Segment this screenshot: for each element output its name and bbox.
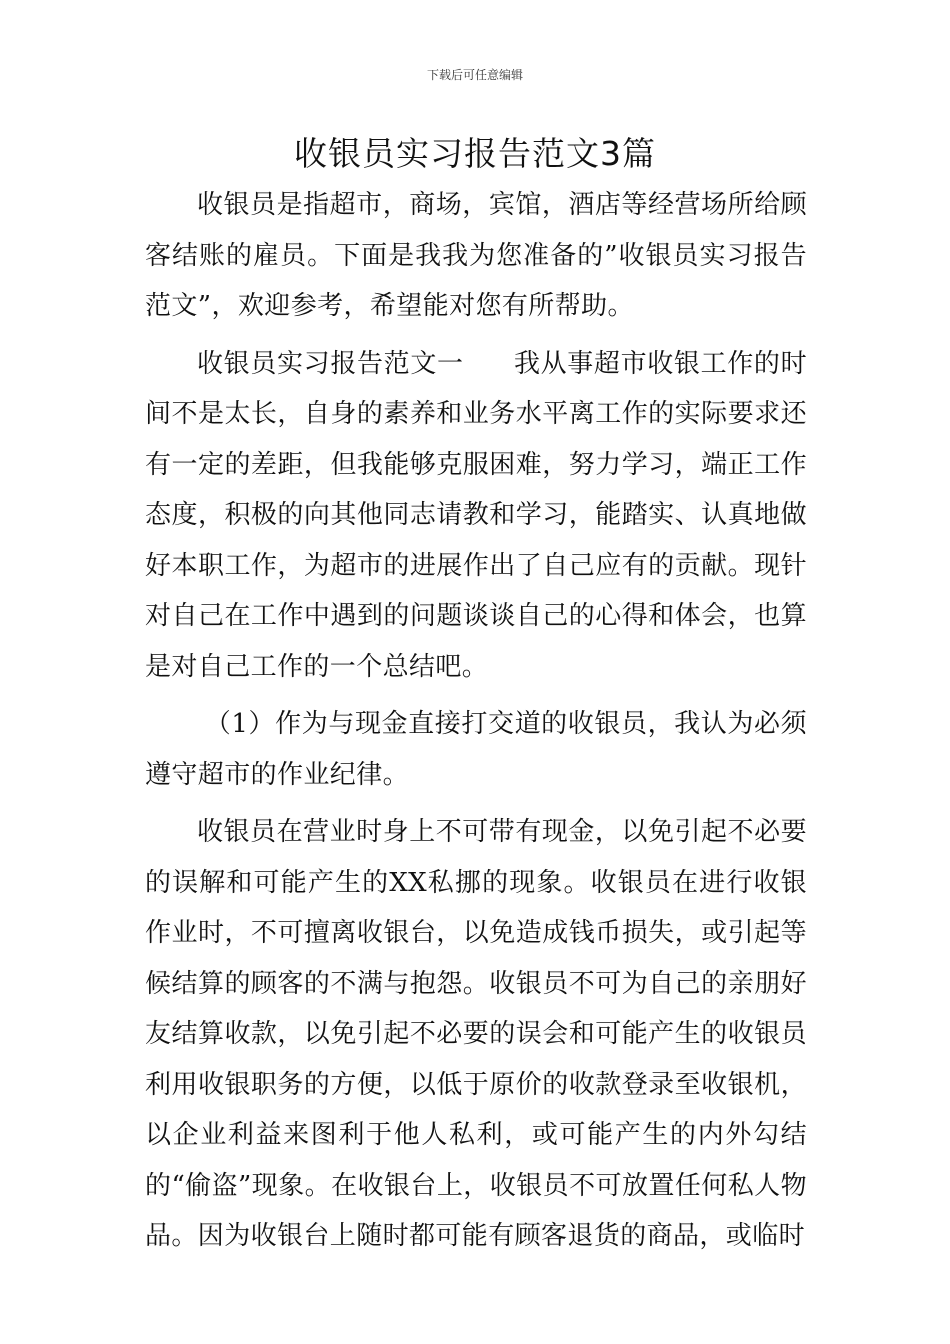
document-title: 收银员实习报告范文3篇 (294, 134, 656, 173)
section-paragraph (145, 339, 807, 693)
point-1-paragraph: （1）作为与现金直接打交道的收银员，我认为必须遵守超市的作业纪律。 (145, 709, 807, 790)
document-body (145, 180, 807, 1269)
header-note: 下载后可任意编辑 (426, 68, 523, 82)
section-heading: 收银员实习报告范文一 (197, 348, 464, 379)
intro-paragraph: 收银员是指超市，商场，宾馆，酒店等经营场所给顾客结账的雇员。下面是我我为您准备的”收银员实习报告范文”，欢迎参考，希望能对您有所帮助。 (145, 190, 807, 321)
section-body: 我从事超市收银工作的时间不是太长，自身的素养和业务水平离工作的实际要求还有一定的差距，但我能够克服困难，努力学习，端正工作态度，积极的向其他同志请教和学习，能踏实、认真地做好本职工作，为超市的进展作出了自己应有的贡献。现针对自己在工作中遇到的问题谈谈自己的心得和体会，也算是对自己工作的一个总结吧。 (145, 348, 807, 682)
paragraph-4: 收银员在营业时身上不可带有现金，以免引起不必要的误解和可能产生的XX私挪的现象。收银员在进行收银作业时，不可擅离收银台，以免造成钱币损失，或引起等候结算的顾客的不满与抱怨。收银员不可为自己的亲朋好友结算收款，以免引起不必要的误会和可能产生的收银员利用收银职务的方便，以低于原价的收款登录至收银机，以企业利益来图利于他人私利，或可能产生的内外勾结的“偷盗”现象。在收银台上，收银员不可放置任何私人物品。因为收银台上随时都可能有顾客退货的商品，或临时 (145, 817, 807, 1251)
